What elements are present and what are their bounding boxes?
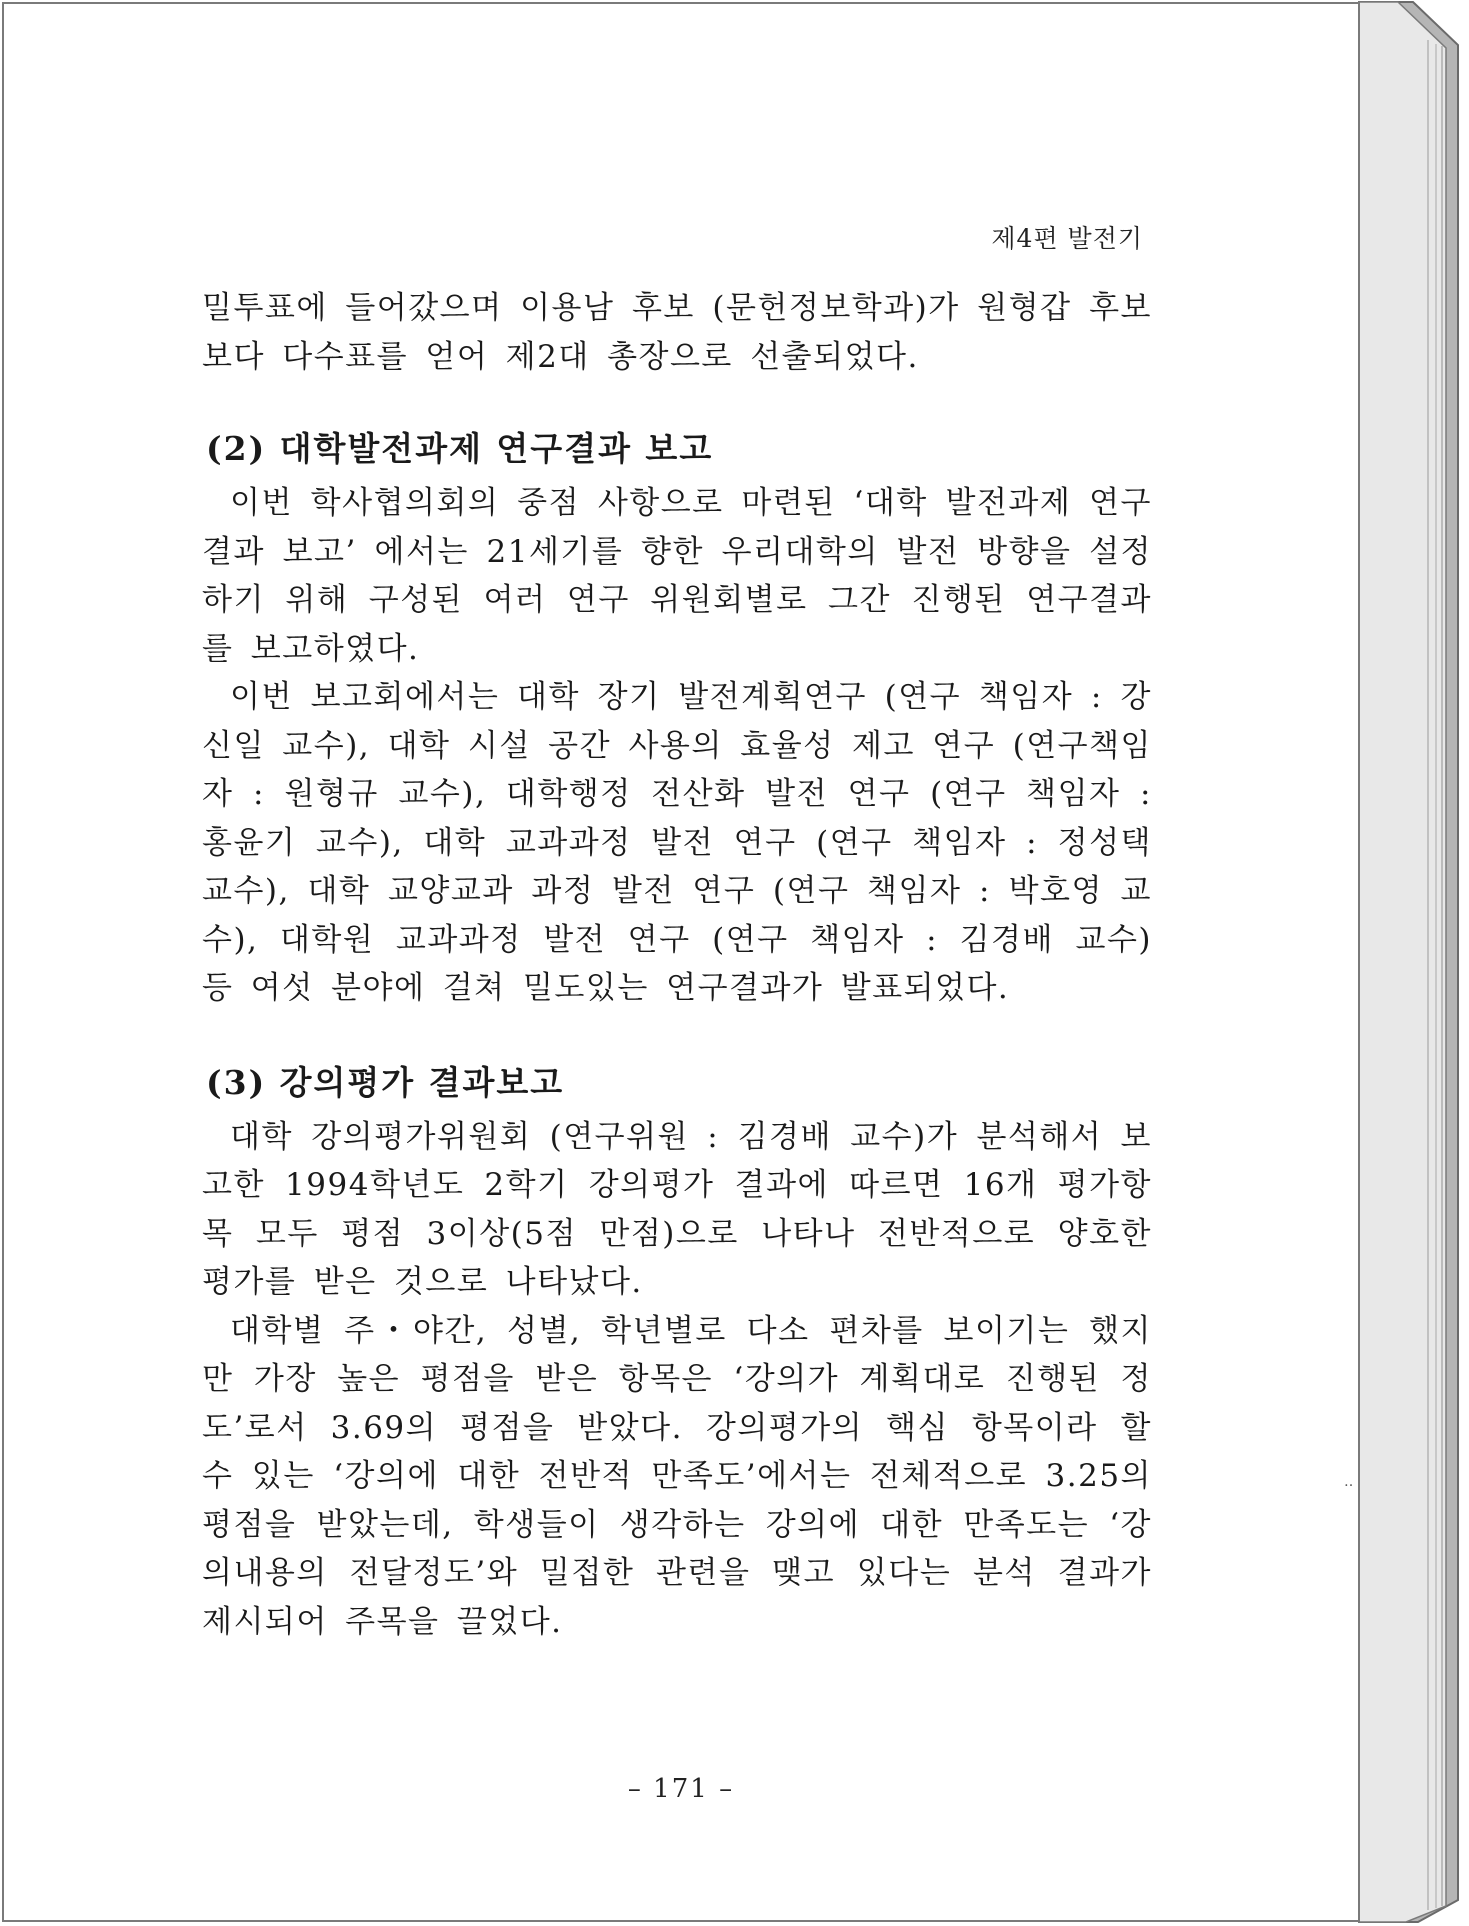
section-3-paragraph: 대학별 주・야간, 성별, 학년별로 다소 편차를 보이기는 했지만 가장 높은 평점을 받은 항목은 ‘강의가 계획대로 진행된 정도’로서 3.69의 평점을 받았다. 강의평가의 핵심 항목이라 할 수 있는 ‘강의에 대한 전반적 만족도’에서는 전체적으로 3.25의 평점을 받았는데, 학생들이 생각하는 강의에 대한 만족도는 ‘강의내용의 전달정도’와 밀접한 관련을 맺고 있다는 분석 결과가 제시되어 주목을 끌었다. bbox=[202, 1312, 1152, 1640]
section-3-title: (3) 강의평가 결과보고 bbox=[206, 1062, 565, 1102]
page-body bbox=[202, 284, 1152, 1646]
page-number: – 171 – bbox=[627, 1774, 735, 1804]
section-3-paragraph: 대학 강의평가위원회 (연구위원 : 김경배 교수)가 분석해서 보고한 1994학년도 2학기 강의평가 결과에 따르면 16개 평가항목 모두 평점 3이상(5점 만점)으로 나타나 전반적으로 양호한 평가를 받은 것으로 나타났다. bbox=[202, 1118, 1152, 1300]
document-page bbox=[2, 2, 1360, 1922]
section-2-title: (2) 대학발전과제 연구결과 보고 bbox=[206, 429, 714, 468]
running-head: 제4편 발전기 bbox=[991, 224, 1143, 253]
intro-paragraph: 밀투표에 들어갔으며 이용남 후보 (문헌정보학과)가 원형갑 후보보다 다수표를 얻어 제2대 총장으로 선출되었다. bbox=[202, 290, 1152, 375]
stray-mark: ‥ bbox=[1344, 1474, 1354, 1490]
page-stack-edge bbox=[1358, 0, 1468, 1924]
section-2-paragraph: 이번 학사협의회의 중점 사항으로 마련된 ‘대학 발전과제 연구결과 보고’ 에서는 21세기를 향한 우리대학의 발전 방향을 설정하기 위해 구성된 여러 연구 위원회별로 그간 진행된 연구결과를 보고하였다. bbox=[202, 485, 1152, 667]
section-2-paragraph: 이번 보고회에서는 대학 장기 발전계획연구 (연구 책임자 : 강신일 교수), 대학 시설 공간 사용의 효율성 제고 연구 (연구책임자 : 원형규 교수), 대학행정 전산화 발전 연구 (연구 책임자 : 홍윤기 교수), 대학 교과과정 발전 연구 (연구 책임자 : 정성택 교수), 대학 교양교과 과정 발전 연구 (연구 책임자 : 박호영 교수), 대학원 교과과정 발전 연구 (연구 책임자 : 김경배 교수) 등 여섯 분야에 걸쳐 밀도있는 연구결과가 발표되었다. bbox=[202, 679, 1152, 1006]
